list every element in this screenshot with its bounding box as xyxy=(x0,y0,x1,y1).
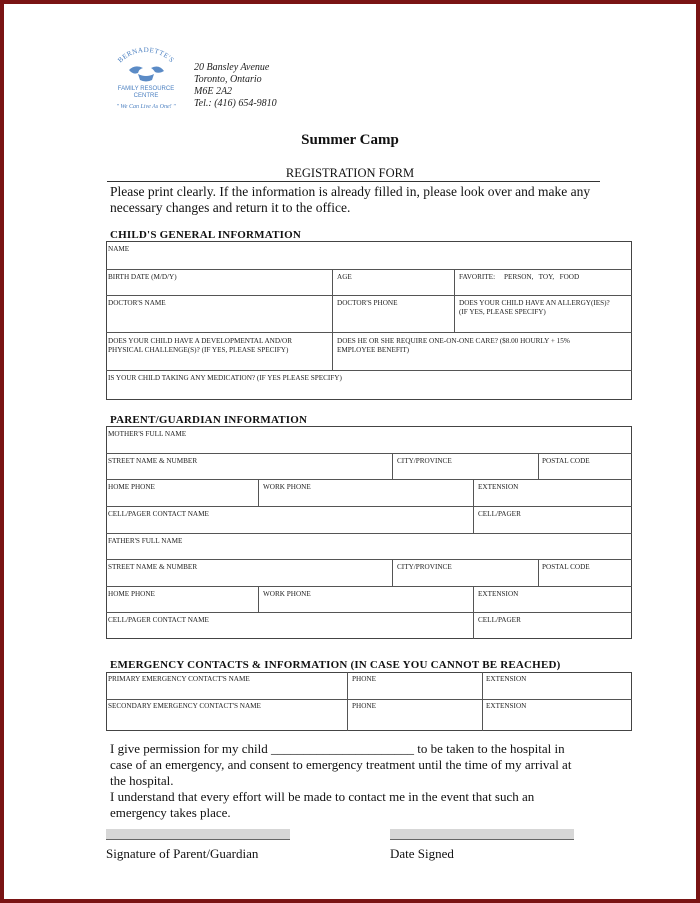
father-postal-field[interactable]: POSTAL CODE xyxy=(542,563,590,571)
dove-icon xyxy=(129,66,164,81)
organization-logo xyxy=(105,44,187,116)
consent-line-2: case of an emergency, and consent to emergency treatment until the time of my arrival at xyxy=(110,757,572,772)
mother-name-field[interactable]: MOTHER'S FULL NAME xyxy=(108,430,187,438)
one-on-one-label-1: DOES HE OR SHE REQUIRE ONE-ON-ONE CARE? ($8.00 HOURLY + 15% xyxy=(337,337,570,345)
secondary-extension-field[interactable]: EXTENSION xyxy=(486,702,527,710)
doctor-phone-field[interactable]: DOCTOR'S PHONE xyxy=(337,299,398,307)
address-block xyxy=(194,62,277,110)
father-work-phone-field[interactable]: WORK PHONE xyxy=(263,590,311,598)
primary-extension-field[interactable]: EXTENSION xyxy=(486,675,527,683)
father-city-field[interactable]: CITY/PROVINCE xyxy=(397,563,452,571)
logo-tagline: " We Can Live As One! " xyxy=(116,104,176,110)
mother-home-phone-field[interactable]: HOME PHONE xyxy=(108,483,155,491)
secondary-contact-field[interactable]: SECONDARY EMERGENCY CONTACT'S NAME xyxy=(108,702,261,710)
primary-contact-field[interactable]: PRIMARY EMERGENCY CONTACT'S NAME xyxy=(108,675,250,683)
mother-work-phone-field[interactable]: WORK PHONE xyxy=(263,483,311,491)
mother-city-field[interactable]: CITY/PROVINCE xyxy=(397,457,452,465)
address-city: Toronto, Ontario xyxy=(194,74,262,85)
title-rule xyxy=(107,181,600,182)
logo-name: BERNADETTE'S xyxy=(116,45,176,65)
developmental-field[interactable] xyxy=(108,337,292,355)
primary-phone-field[interactable]: PHONE xyxy=(352,675,376,683)
child-name-field[interactable]: NAME xyxy=(108,245,130,253)
intro-text: Please print clearly. If the information is already filled in, please look over and make any necessary changes and return it to the office. xyxy=(110,184,591,215)
age-field[interactable]: AGE xyxy=(337,273,352,281)
page-title: Summer Camp xyxy=(301,132,399,148)
logo-line1: FAMILY RESOURCE xyxy=(117,86,175,92)
address-street: 20 Bansley Avenue xyxy=(194,62,270,73)
developmental-label-2: PHYSICAL CHALLENGE(S)? (IF YES, PLEASE SPECIFY) xyxy=(108,346,289,354)
mother-postal-field[interactable]: POSTAL CODE xyxy=(542,457,590,465)
consent-text xyxy=(110,741,600,821)
consent-line-5: emergency takes place. xyxy=(110,805,231,820)
date-signed-line[interactable] xyxy=(390,829,574,840)
parent-signature-line[interactable] xyxy=(106,829,290,840)
allergy-field[interactable] xyxy=(459,299,610,317)
form-page xyxy=(4,4,696,899)
doctor-name-field[interactable]: DOCTOR'S NAME xyxy=(108,299,166,307)
medication-field[interactable]: IS YOUR CHILD TAKING ANY MEDICATION? (IF YES PLEASE SPECIFY) xyxy=(108,374,342,382)
child-section-heading: CHILD'S GENERAL INFORMATION xyxy=(110,229,301,241)
secondary-phone-field[interactable]: PHONE xyxy=(352,702,376,710)
one-on-one-field[interactable] xyxy=(337,337,570,355)
logo-line2: CENTRE xyxy=(133,93,159,99)
birth-date-field[interactable]: BIRTH DATE (M/D/Y) xyxy=(108,273,177,281)
father-home-phone-field[interactable]: HOME PHONE xyxy=(108,590,155,598)
parent-signature-label: Signature of Parent/Guardian xyxy=(106,846,259,861)
mother-street-field[interactable]: STREET NAME & NUMBER xyxy=(108,457,198,465)
father-cell-pager-field[interactable]: CELL/PAGER xyxy=(478,616,521,624)
mother-extension-field[interactable]: EXTENSION xyxy=(478,483,519,491)
allergy-label-2: (IF YES, PLEASE SPECIFY) xyxy=(459,308,546,316)
svg-text:BERNADETTE'S xyxy=(116,46,175,64)
developmental-label-1: DOES YOUR CHILD HAVE A DEVELOPMENTAL AND/OR xyxy=(108,337,293,345)
form-subtitle: REGISTRATION FORM xyxy=(285,166,415,180)
mother-cell-pager-field[interactable]: CELL/PAGER xyxy=(478,510,521,518)
address-phone: Tel.: (416) 654-9810 xyxy=(194,98,277,109)
consent-line-4: I understand that every effort will be made to contact me in the event that such an xyxy=(110,789,535,804)
address-postal: M6E 2A2 xyxy=(194,86,233,97)
father-name-field[interactable]: FATHER'S FULL NAME xyxy=(108,537,183,545)
consent-line-3: the hospital. xyxy=(110,773,174,788)
mother-cell-contact-field[interactable]: CELL/PAGER CONTACT NAME xyxy=(108,510,209,518)
date-signed-label: Date Signed xyxy=(390,846,454,861)
father-street-field[interactable]: STREET NAME & NUMBER xyxy=(108,563,198,571)
one-on-one-label-2: EMPLOYEE BENEFIT) xyxy=(337,346,410,354)
father-extension-field[interactable]: EXTENSION xyxy=(478,590,519,598)
father-cell-contact-field[interactable]: CELL/PAGER CONTACT NAME xyxy=(108,616,209,624)
parent-section-heading: PARENT/GUARDIAN INFORMATION xyxy=(110,414,308,426)
consent-line-1: I give permission for my child ______________________ to be taken to the hospital in xyxy=(110,741,565,756)
favorite-field[interactable]: FAVORITE: PERSON, TOY, FOOD xyxy=(459,273,580,281)
allergy-label-1: DOES YOUR CHILD HAVE AN ALLERGY(IES)? xyxy=(459,299,610,307)
emergency-section-heading: EMERGENCY CONTACTS & INFORMATION (IN CASE YOU CANNOT BE REACHED) xyxy=(110,659,561,671)
